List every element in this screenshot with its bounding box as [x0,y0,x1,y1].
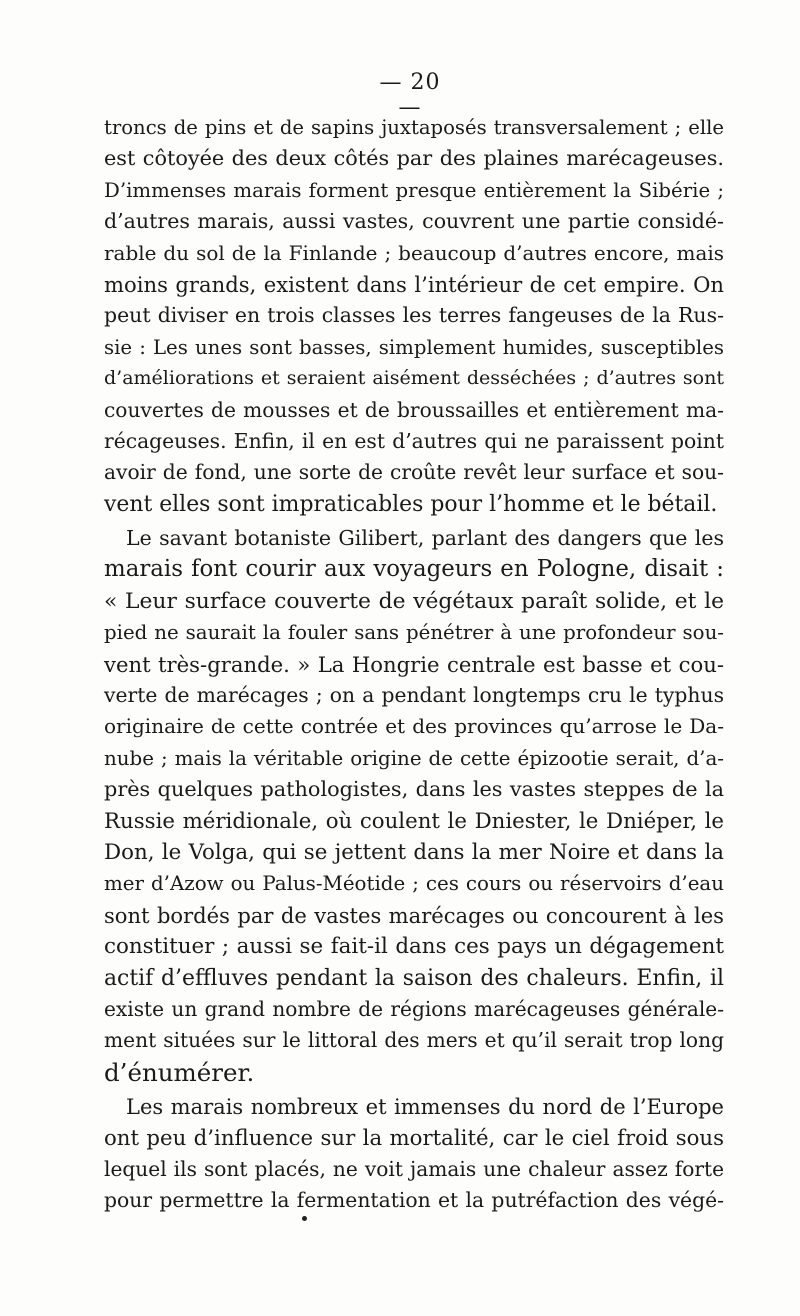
body-text [104,112,724,1217]
page-number: — 20 — [379,70,441,120]
text-line: d’améliorations et seraient aisément desséchées ; d’autres sont [104,367,724,390]
text-line: récageuses. Enfin, il en est d’autres qui ne paraissent point [104,428,724,453]
text-line: moins grands, existent dans l’intérieur de cet empire. On [104,271,724,297]
text-line: « Leur surface couverte de végétaux paraît solide, et le [104,588,724,614]
text-line: pied ne saurait la fouler sans pénétrer à une profondeur sou- [104,621,724,645]
text-line: existe un grand nombre de régions marécageuses générale- [104,996,724,1021]
text-line: ont peu d’influence sur la mortalité, car le ciel froid sous [104,1125,724,1151]
text-line: sont bordés par de vastes marécages ou concourent à les [104,902,724,928]
text-line: constituer ; aussi se fait-il dans ces pays un dégagement [104,934,724,960]
text-line: d’énumérer. [104,1057,255,1087]
paragraph-2 [104,523,724,1088]
text-line: couvertes de mousses et de broussailles et entièrement ma- [104,397,724,422]
text-line: mer d’Azow ou Palus-Méotide ; ces cours ou réservoirs d’eau [104,872,724,896]
text-line: nube ; mais la véritable origine de cette épizootie serait, d’a- [104,746,724,770]
text-line: troncs de pins et de sapins juxtaposés transversalement ; elle [104,116,724,139]
text-line: ment situées sur le littoral des mers et qu’il serait trop long [104,1028,724,1053]
text-line: actif d’effluves pendant la saison des chaleurs. Enfin, il [104,965,724,991]
text-line: Don, le Volga, qui se jettent dans la mer Noire et dans la [104,839,724,865]
text-line: marais font courir aux voyageurs en Pologne, disait : [104,556,724,583]
text-line: Russie méridionale, où coulent le Dniester, le Dniéper, le [104,808,724,834]
text-line: peut diviser en trois classes les terres fangeuses de la Rus- [104,303,724,328]
text-line: avoir de fond, une sorte de croûte revêt leur surface et sou- [104,460,724,485]
text-line: vent très-grande. » La Hongrie centrale est basse et cou- [104,651,724,677]
paragraph-3 [104,1091,724,1217]
ink-speck [302,1216,307,1221]
text-line: Les marais nombreux et immenses du nord de l’Europe [126,1094,724,1120]
text-line: rable du sol de la Finlande ; beaucoup d’autres encore, mais [104,240,724,265]
text-line: près quelques pathologistes, dans les vastes steppes de la [104,777,724,802]
text-line: sie : Les unes sont basses, simplement humides, susceptibles [104,335,724,359]
text-line: verte de marécages ; on a pendant longtemps cru le typhus [104,683,724,708]
text-line: D’immenses marais forment presque entièrement la Sibérie ; [104,178,724,202]
text-line: est côtoyée des deux côtés par des plaines marécageuses. [104,146,724,171]
text-line: d’autres marais, aussi vastes, couvrent une partie considé- [104,209,724,234]
text-line: Le savant botaniste Gilibert, parlant des dangers que les [126,526,724,551]
text-line: pour permettre la fermentation et la putréfaction des végé- [104,1188,724,1213]
text-line: vent elles sont impraticables pour l’homme et le bétail. [104,491,718,517]
text-line: lequel ils sont placés, ne voit jamais une chaleur assez forte [104,1156,724,1181]
paragraph-1 [104,112,724,520]
text-line: originaire de cette contrée et des provinces qu’arrose le Da- [104,714,724,739]
